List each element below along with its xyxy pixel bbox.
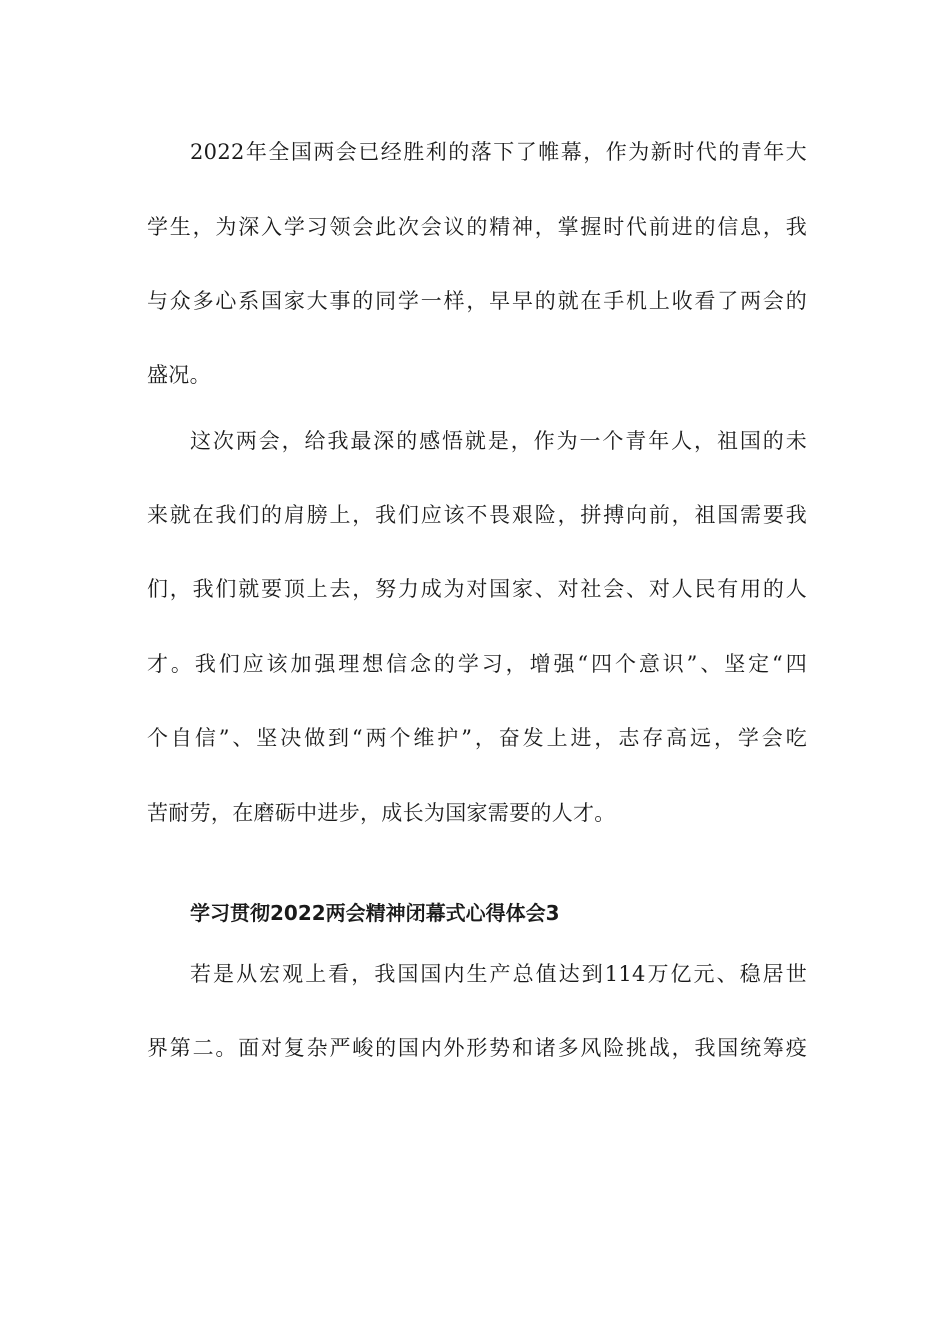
- paragraph-1-line-3: 与众多心系国家大事的同学一样，早早的就在手机上收看了两会的: [147, 289, 807, 313]
- paragraph-2-line-4: 才。我们应该加强理想信念的学习，增强“四个意识”、坚定“四: [147, 652, 807, 676]
- paragraph-1-line-1: 2022年全国两会已经胜利的落下了帷幕，作为新时代的青年大: [190, 140, 807, 164]
- paragraph-2-line-2: 来就在我们的肩膀上，我们应该不畏艰险，拼搏向前，祖国需要我: [147, 503, 807, 527]
- section-heading: 学习贯彻2022两会精神闭幕式心得体会3: [190, 901, 560, 925]
- paragraph-2-line-6: 苦耐劳，在磨砺中进步，成长为国家需要的人才。: [147, 801, 616, 825]
- paragraph-2-line-3: 们，我们就要顶上去，努力成为对国家、对社会、对人民有用的人: [147, 577, 807, 601]
- paragraph-1-line-2: 学生，为深入学习领会此次会议的精神，掌握时代前进的信息，我: [147, 215, 807, 239]
- paragraph-1-line-4: 盛况。: [147, 363, 211, 387]
- paragraph-2-line-1: 这次两会，给我最深的感悟就是，作为一个青年人，祖国的未: [190, 429, 807, 453]
- section-paragraph-line-1: 若是从宏观上看，我国国内生产总值达到114万亿元、稳居世: [190, 962, 807, 986]
- paragraph-2-line-5: 个自信”、坚决做到“两个维护”，奋发上进，志存高远，学会吃: [147, 726, 807, 750]
- section-paragraph-line-2: 界第二。面对复杂严峻的国内外形势和诸多风险挑战，我国统筹疫: [147, 1036, 807, 1060]
